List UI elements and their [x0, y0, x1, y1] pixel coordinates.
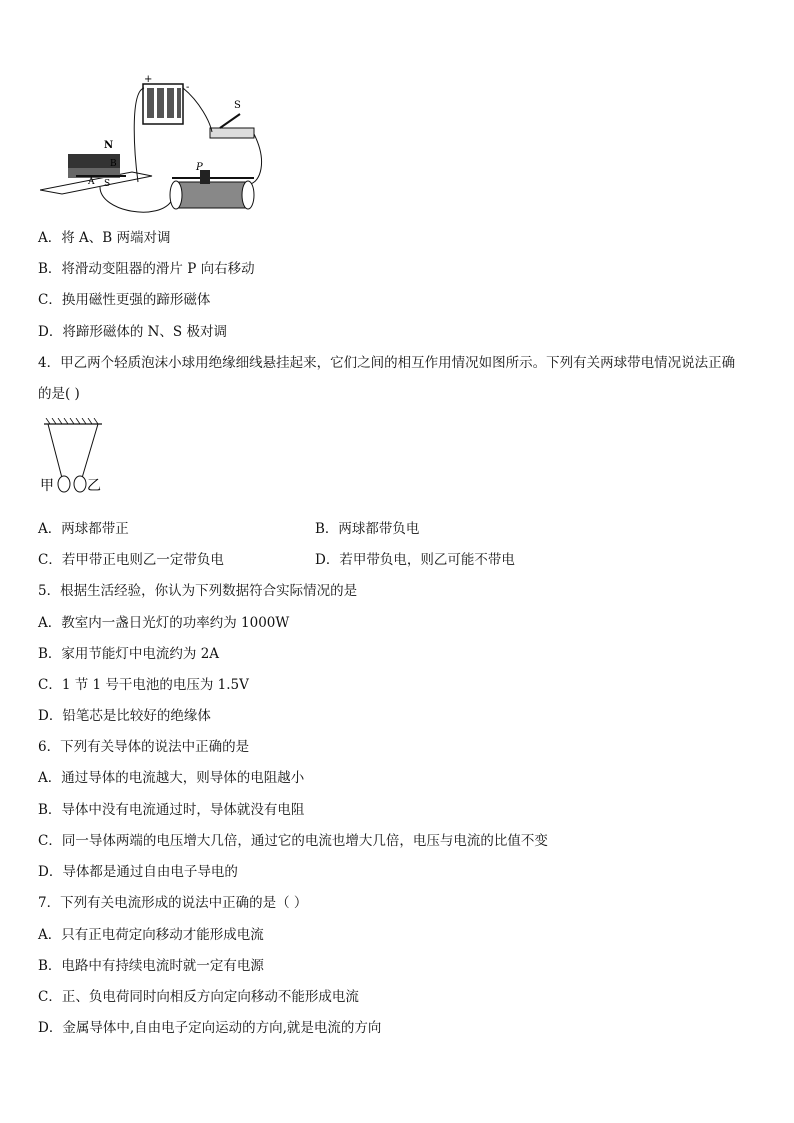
- ball-jia-icon: [58, 476, 70, 492]
- rheostat-icon: [170, 170, 254, 209]
- q7-option-b: B．电路中有持续电流时就一定有电源: [38, 958, 264, 974]
- q6-option-a: A．通过导体的电流越大，则导体的电阻越小: [38, 770, 305, 786]
- q4-option-b: B．两球都带负电: [315, 521, 420, 537]
- q4-option-d: D．若甲带负电，则乙可能不带电: [315, 552, 515, 568]
- q7-option-c: C．正、负电荷同时向相反方向定向移动不能形成电流: [38, 989, 359, 1005]
- ball-right-label: 乙: [87, 478, 101, 494]
- circuit-figure: [40, 72, 270, 224]
- q7-option-a: A．只有正电荷定向移动才能形成电流: [38, 927, 264, 943]
- hanging-balls-figure: [38, 418, 108, 498]
- s-pole-label: S: [104, 179, 111, 189]
- q3-option-d: D．将蹄形磁体的 N、S 极对调: [38, 324, 227, 340]
- minus-label: -: [186, 82, 190, 93]
- q3-option-a: A．将 A、B 两端对调: [38, 230, 171, 246]
- a-label: A: [88, 177, 95, 187]
- plus-label: +: [144, 74, 153, 85]
- q3-option-b: B．将滑动变阻器的滑片 P 向右移动: [38, 261, 255, 277]
- q5-option-b: B．家用节能灯中电流约为 2A: [38, 646, 220, 662]
- q4-stem-line1: 4．甲乙两个轻质泡沫小球用绝缘细线悬挂起来，它们之间的相互作用情况如图所示。下列有关两球带电情况说法正确: [38, 355, 736, 371]
- q6-stem: 6．下列有关导体的说法中正确的是: [38, 739, 250, 755]
- ball-left-label: 甲: [40, 478, 54, 494]
- switch-label: S: [234, 100, 241, 111]
- q4-option-a: A．两球都带正: [38, 521, 129, 537]
- q5-stem: 5．根据生活经验，你认为下列数据符合实际情况的是: [38, 583, 358, 599]
- q5-option-a: A．教室内一盏日光灯的功率约为 1000W: [38, 615, 290, 631]
- ball-yi-icon: [74, 476, 86, 492]
- q6-option-b: B．导体中没有电流通过时，导体就没有电阻: [38, 802, 305, 818]
- q6-option-d: D．导体都是通过自由电子导电的: [38, 864, 238, 880]
- q3-option-c: C．换用磁性更强的蹄形磁体: [38, 292, 211, 308]
- q7-stem: 7．下列有关电流形成的说法中正确的是（ ）: [38, 895, 308, 911]
- q6-option-c: C．同一导体两端的电压增大几倍，通过它的电流也增大几倍，电压与电流的比值不变: [38, 833, 548, 849]
- switch-icon: [210, 114, 254, 138]
- q4-stem-line2: 的是( ): [38, 386, 80, 402]
- b-label: B: [110, 159, 117, 169]
- q4-option-c: C．若甲带正电则乙一定带负电: [38, 552, 224, 568]
- q5-option-c: C．1 节 1 号干电池的电压为 1.5V: [38, 677, 249, 693]
- battery-icon: [143, 84, 183, 124]
- p-label: P: [196, 162, 203, 173]
- q5-option-d: D．铅笔芯是比较好的绝缘体: [38, 708, 211, 724]
- q7-option-d: D．金属导体中,自由电子定向运动的方向,就是电流的方向: [38, 1020, 382, 1036]
- n-pole-label: N: [104, 140, 114, 151]
